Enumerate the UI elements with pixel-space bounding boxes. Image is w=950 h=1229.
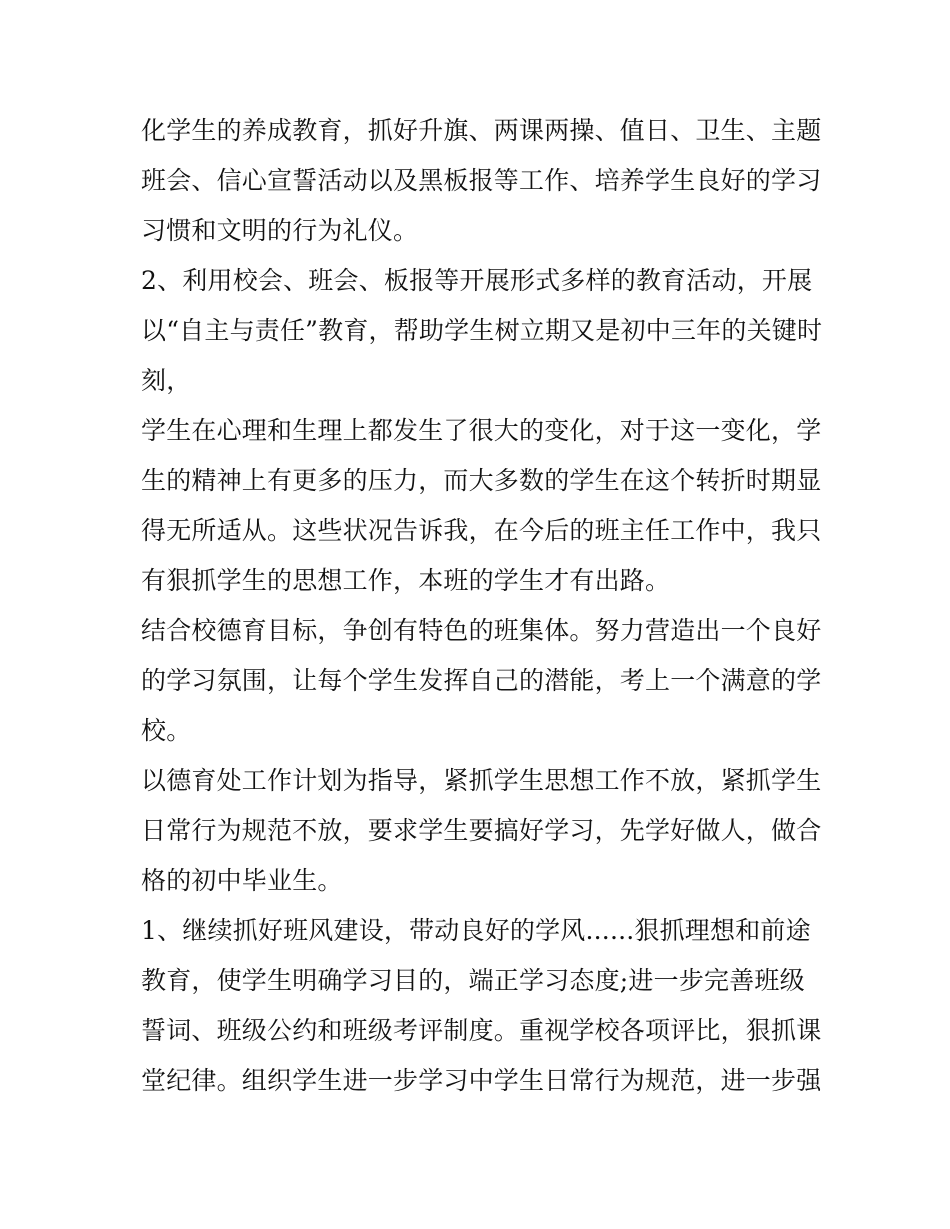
- text-line: 习惯和文明的行为礼仪。: [141, 216, 419, 245]
- text-line: 校。: [141, 716, 192, 745]
- text-line: 刻，: [141, 366, 192, 395]
- text-line: 格的初中毕业生。: [141, 866, 343, 895]
- text-line: 誓词、班级公约和班级考评制度。重视学校各项评比，狠抓课: [141, 1016, 822, 1045]
- text-line: 生的精神上有更多的压力，而大多数的学生在这个转折时期显: [141, 466, 822, 495]
- text-line: 化学生的养成教育，抓好升旗、两课两操、值日、卫生、主题: [141, 116, 822, 145]
- text-line: 教育，使学生明确学习目的，端正学习态度;进一步完善班级: [141, 966, 805, 995]
- text-line: 以德育处工作计划为指导，紧抓学生思想工作不放，紧抓学生: [141, 766, 822, 795]
- text-line: 堂纪律。组织学生进一步学习中学生日常行为规范，进一步强: [141, 1066, 822, 1095]
- body-text: [141, 106, 831, 1106]
- text-line: 有狠抓学生的思想工作，本班的学生才有出路。: [141, 566, 671, 595]
- text-line: 1、继续抓好班风建设，带动良好的学风......狠抓理想和前途: [141, 916, 811, 945]
- text-line: 以“自主与责任”教育，帮助学生树立期又是初中三年的关键时: [141, 316, 823, 345]
- text-line: 学生在心理和生理上都发生了很大的变化，对于这一变化，学: [141, 416, 822, 445]
- text-line: 的学习氛围，让每个学生发挥自己的潜能，考上一个满意的学: [141, 666, 822, 695]
- text-line: 结合校德育目标，争创有特色的班集体。努力营造出一个良好: [141, 616, 822, 645]
- text-line: 得无所适从。这些状况告诉我，在今后的班主任工作中，我只: [141, 516, 822, 545]
- text-line: 2、利用校会、班会、板报等开展形式多样的教育活动，开展: [141, 266, 813, 295]
- text-line: 班会、信心宣誓活动以及黑板报等工作、培养学生良好的学习: [141, 166, 822, 195]
- text-line: 日常行为规范不放，要求学生要搞好学习，先学好做人，做合: [141, 816, 822, 845]
